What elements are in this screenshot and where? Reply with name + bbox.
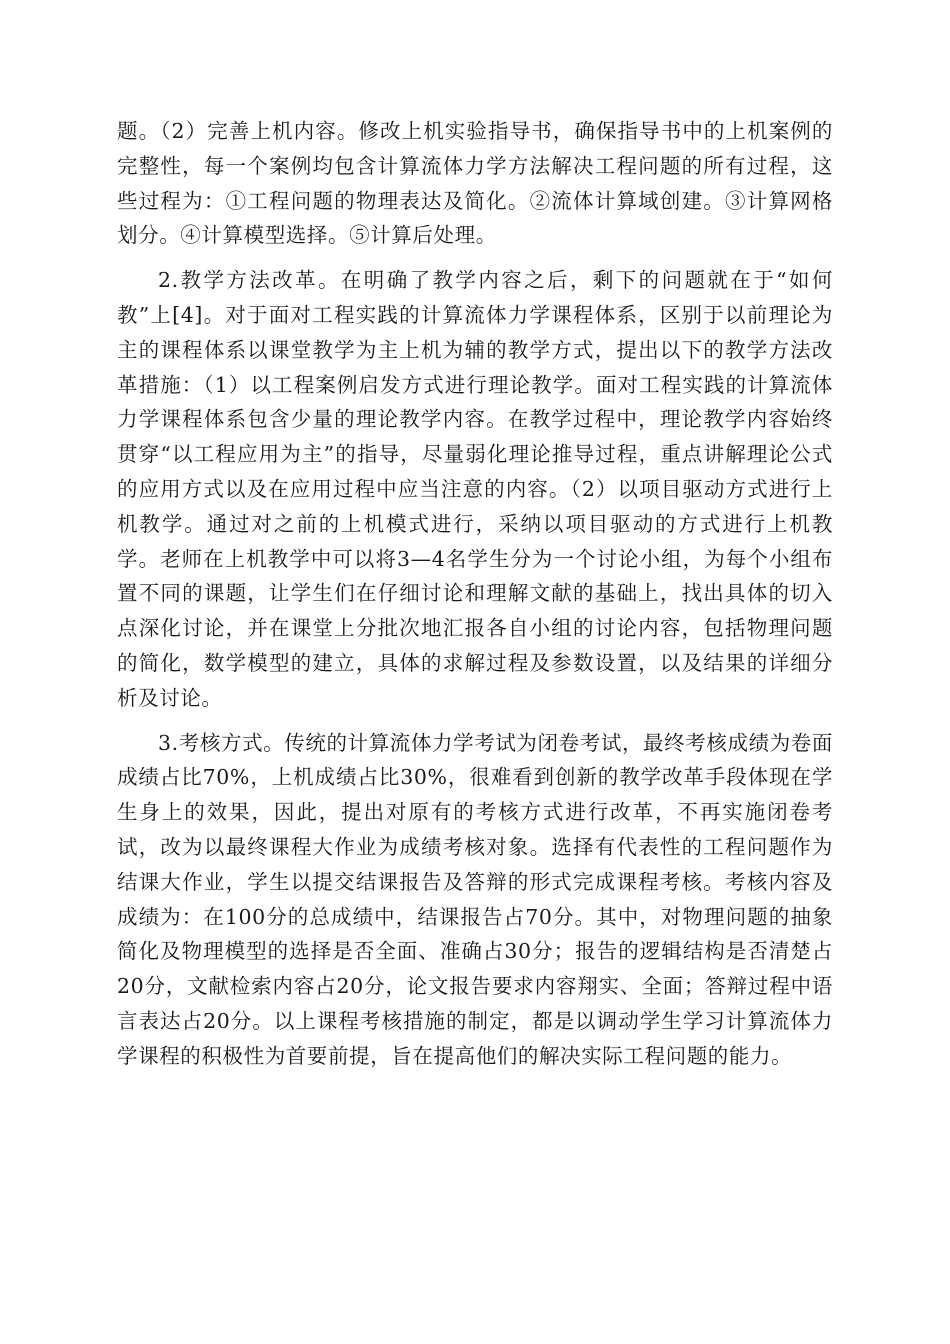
paragraph-assessment-method: 3.考核方式。传统的计算流体力学考试为闭卷考试，最终考核成绩为卷面成绩占比70%，上机成绩占比30%，很难看到创新的教学改革手段体现在学生身上的效果，因此，提出对原有的考核方式进行改革，不再实施闭卷考试，改为以最终课程大作业为成绩考核对象。选择有代表性的工程问题作为结课大作业，学生以提交结课报告及答辩的形式完成课程考核。考核内容及成绩为：在100分的总成绩中，结课报告占70分。其中，对物理问题的抽象简化及物理模型的选择是否全面、准确占30分；报告的逻辑结构是否清楚占20分，文献检索内容占20分，论文报告要求内容翔实、全面；答辩过程中语言表达占20分。以上课程考核措施的制定，都是以调动学生学习计算流体力学课程的积极性为首要前提，旨在提高他们的解决实际工程问题的能力。 [117, 730, 833, 1068]
paragraph-teaching-method-reform: 2.教学方法改革。在明确了教学内容之后，剩下的问题就在于“如何教”上[4]。对于面对工程实践的计算流体力学课程体系，区别于以前理论为主的课程体系以课堂教学为主上机为辅的教学方式，提出以下的教学方法改革措施：（1）以工程案例启发方式进行理论教学。面对工程实践的计算流体力学课程体系包含少量的理论教学内容。在教学过程中，理论教学内容始终贯穿“以工程应用为主”的指导，尽量弱化理论推导过程，重点讲解理论公式的应用方式以及在应用过程中应当注意的内容。（2）以项目驱动方式进行上机教学。通过对之前的上机模式进行，采纳以项目驱动的方式进行上机教学。老师在上机教学中可以将3—4名学生分为一个讨论小组，为每个小组布置不同的课题，让学生们在仔细讨论和理解文献的基础上，找出具体的切入点深化讨论，并在课堂上分批次地汇报各自小组的讨论内容，包括物理问题的简化，数学模型的建立，具体的求解过程及参数设置，以及结果的详细分析及讨论。 [117, 268, 833, 710]
paragraph-continuation: 题。（2）完善上机内容。修改上机实验指导书，确保指导书中的上机案例的完整性，每一个案例均包含计算流体力学方法解决工程问题的所有过程，这些过程为：①工程问题的物理表达及简化。②流体计算域创建。③计算网格划分。④计算模型选择。⑤计算后处理。 [117, 119, 833, 248]
document-page [117, 114, 833, 1074]
